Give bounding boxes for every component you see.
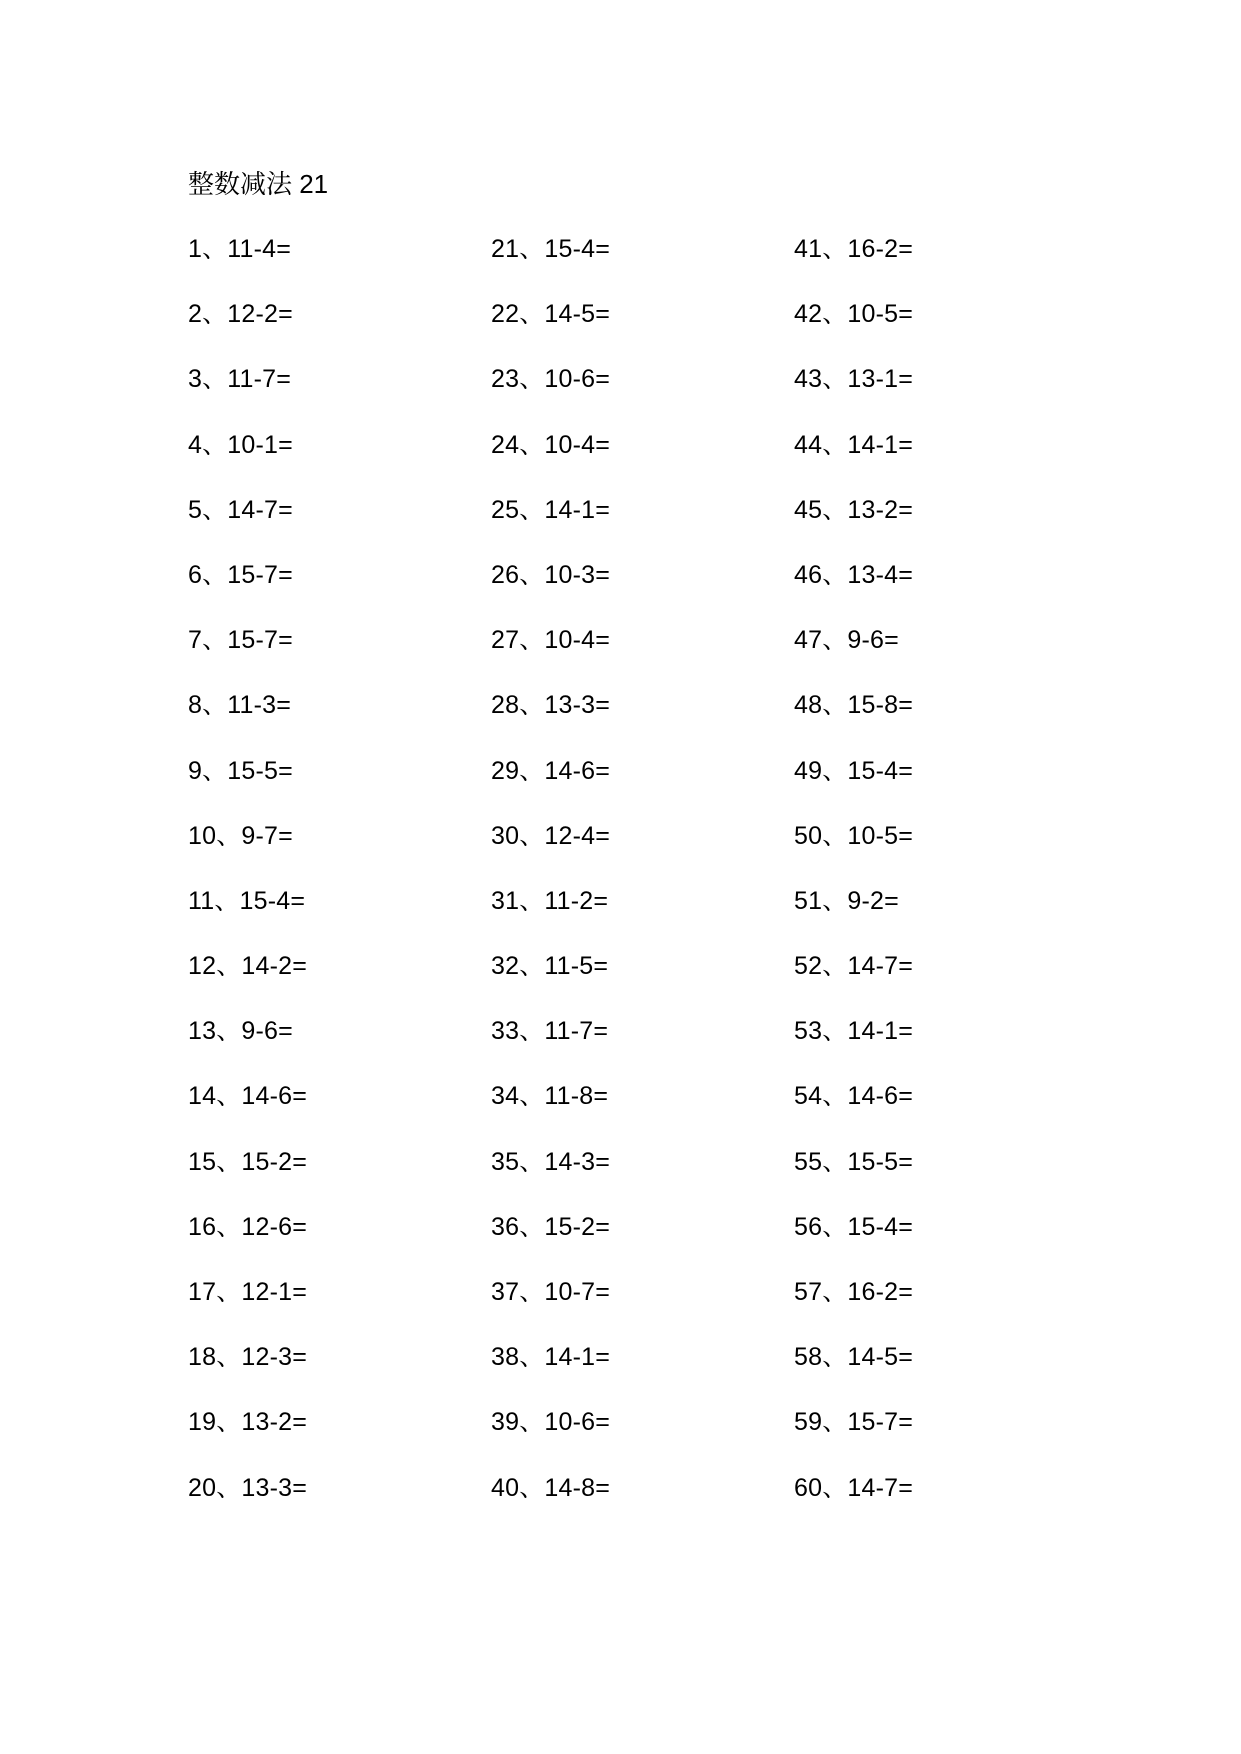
math-problem: 13、9-6= (188, 1017, 293, 1046)
math-problem: 39、10-6= (491, 1408, 611, 1437)
math-problem: 21、15-4= (491, 235, 611, 263)
math-problem: 48、15-8= (794, 691, 914, 720)
math-problem: 52、14-7= (794, 952, 914, 981)
math-problem: 23、10-6= (491, 365, 611, 394)
math-problem: 36、15-2= (491, 1212, 611, 1241)
math-problem: 4、10-1= (188, 430, 293, 459)
math-problem: 51、9-2= (794, 886, 899, 915)
problem-grid (188, 232, 1097, 1536)
math-problem: 14、14-6= (188, 1082, 308, 1111)
math-problem: 19、13-2= (188, 1408, 308, 1437)
math-problem: 7、15-7= (188, 626, 293, 655)
math-problem: 27、10-4= (491, 626, 611, 655)
math-problem: 30、12-4= (491, 821, 611, 850)
math-problem: 37、10-7= (491, 1278, 611, 1306)
math-problem: 53、14-1= (794, 1017, 914, 1046)
math-problem: 55、15-5= (794, 1147, 914, 1176)
math-problem: 20、13-3= (188, 1473, 308, 1502)
math-problem: 58、14-5= (794, 1343, 914, 1372)
math-problem: 33、11-7= (491, 1017, 609, 1046)
math-problem: 10、9-7= (188, 821, 293, 850)
math-problem: 25、14-1= (491, 495, 611, 524)
math-problem: 17、12-1= (188, 1278, 308, 1306)
math-problem: 18、12-3= (188, 1343, 308, 1372)
math-problem: 11、15-4= (188, 886, 306, 915)
worksheet-title: 整数减法 21 (188, 169, 329, 199)
math-problem: 41、16-2= (794, 235, 914, 263)
math-problem: 16、12-6= (188, 1212, 308, 1241)
math-problem: 45、13-2= (794, 495, 914, 524)
math-problem: 44、14-1= (794, 430, 914, 459)
math-problem: 1、11-4= (188, 235, 292, 263)
math-problem: 31、11-2= (491, 886, 609, 915)
math-problem: 57、16-2= (794, 1278, 914, 1306)
math-problem: 24、10-4= (491, 430, 611, 459)
math-problem: 32、11-5= (491, 952, 609, 981)
math-problem: 22、14-5= (491, 300, 611, 329)
math-problem: 2、12-2= (188, 300, 293, 329)
math-problem: 54、14-6= (794, 1082, 914, 1111)
math-problem: 3、11-7= (188, 365, 292, 394)
math-problem: 35、14-3= (491, 1147, 611, 1176)
math-problem: 8、11-3= (188, 691, 292, 720)
math-problem: 59、15-7= (794, 1408, 914, 1437)
math-problem: 34、11-8= (491, 1082, 609, 1111)
math-problem: 26、10-3= (491, 560, 611, 589)
math-problem: 6、15-7= (188, 560, 293, 589)
math-problem: 42、10-5= (794, 300, 914, 329)
math-problem: 50、10-5= (794, 821, 914, 850)
math-problem: 29、14-6= (491, 756, 611, 785)
math-problem: 49、15-4= (794, 756, 914, 785)
math-problem: 43、13-1= (794, 365, 914, 394)
math-problem: 15、15-2= (188, 1147, 308, 1176)
math-problem: 60、14-7= (794, 1473, 914, 1502)
math-problem: 5、14-7= (188, 495, 293, 524)
math-problem: 46、13-4= (794, 560, 914, 589)
math-problem: 47、9-6= (794, 626, 899, 655)
math-problem: 28、13-3= (491, 691, 611, 720)
math-problem: 38、14-1= (491, 1343, 611, 1372)
math-problem: 56、15-4= (794, 1212, 914, 1241)
math-problem: 9、15-5= (188, 756, 293, 785)
math-problem: 40、14-8= (491, 1473, 611, 1502)
math-problem: 12、14-2= (188, 952, 308, 981)
